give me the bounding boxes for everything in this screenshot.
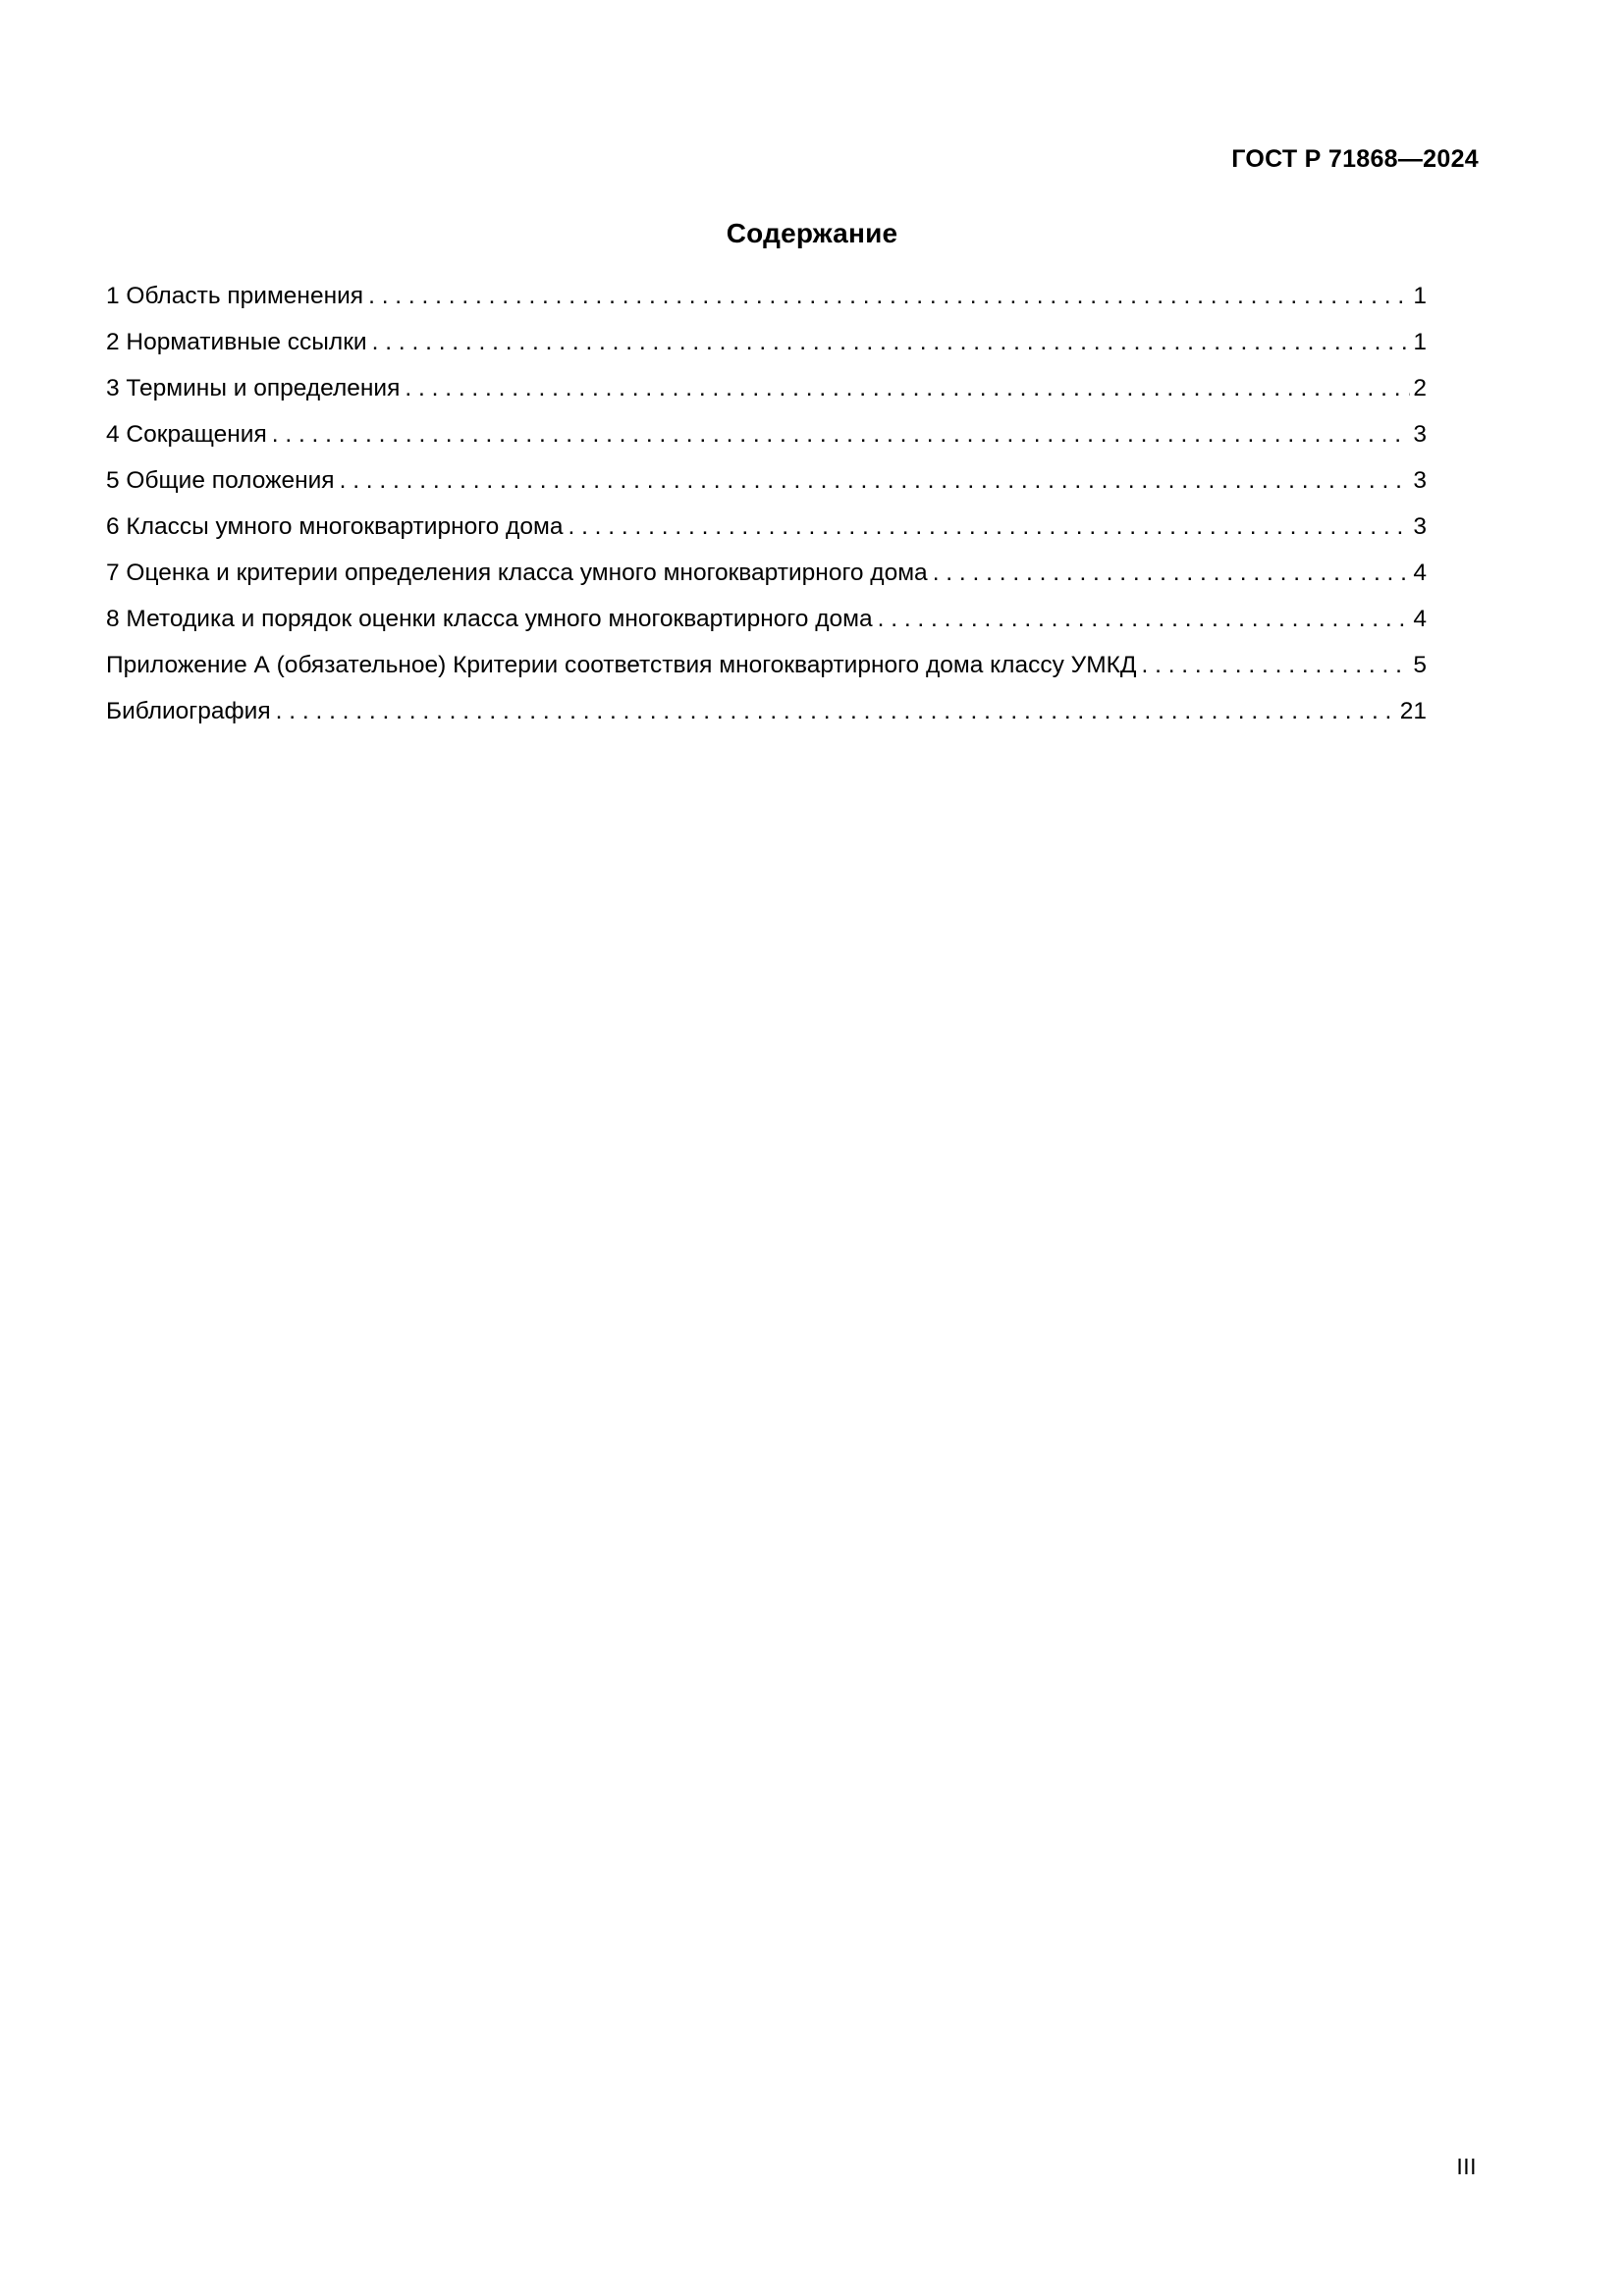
toc-leader-dots	[276, 700, 1397, 724]
toc-entry[interactable]	[106, 469, 1427, 494]
toc-entry-label: 6 Классы умного многоквартирного дома	[106, 513, 564, 540]
toc-leader-dots	[1141, 654, 1410, 678]
toc-entry-page: 3	[1413, 467, 1427, 494]
toc-entry[interactable]	[106, 700, 1427, 724]
toc-entry-page: 2	[1413, 375, 1427, 401]
toc-entry-label: Приложение А (обязательное) Критерии соответствия многоквартирного дома классу УМКД	[106, 652, 1137, 678]
toc-entry[interactable]	[106, 608, 1427, 632]
toc-entry-page: 21	[1399, 698, 1427, 724]
toc-leader-dots	[272, 423, 1411, 448]
toc-entry-page: 3	[1413, 421, 1427, 448]
toc-entry[interactable]	[106, 423, 1427, 448]
toc-entry-label: 1 Область применения	[106, 283, 364, 309]
toc-leader-dots	[405, 377, 1410, 401]
toc-entry-page: 1	[1413, 329, 1427, 355]
toc-leader-dots	[933, 561, 1411, 586]
toc-entry-page: 5	[1413, 652, 1427, 678]
toc-entry-label: 3 Термины и определения	[106, 375, 401, 401]
toc-entry-page: 4	[1413, 606, 1427, 632]
toc-leader-dots	[340, 469, 1411, 494]
toc-entry-label: 2 Нормативные ссылки	[106, 329, 367, 355]
toc-entry-label: 5 Общие положения	[106, 467, 335, 494]
toc-entry[interactable]	[106, 285, 1427, 309]
standard-header: ГОСТ Р 71868—2024	[1231, 145, 1479, 173]
table-of-contents	[106, 285, 1427, 746]
toc-entry[interactable]	[106, 331, 1427, 355]
toc-entry-label: 8 Методика и порядок оценки класса умного многоквартирного дома	[106, 606, 873, 632]
page-number: III	[1456, 2154, 1477, 2179]
toc-entry[interactable]	[106, 377, 1427, 401]
toc-leader-dots	[878, 608, 1411, 632]
toc-entry-page: 4	[1413, 560, 1427, 586]
toc-entry[interactable]	[106, 561, 1427, 586]
toc-entry-page: 3	[1413, 513, 1427, 540]
toc-leader-dots	[368, 285, 1410, 309]
page-title: Содержание	[726, 218, 898, 248]
toc-leader-dots	[372, 331, 1411, 355]
toc-entry[interactable]	[106, 515, 1427, 540]
toc-entry-page: 1	[1413, 283, 1427, 309]
toc-entry-label: 4 Сокращения	[106, 421, 267, 448]
toc-entry[interactable]	[106, 654, 1427, 678]
toc-entry-label: 7 Оценка и критерии определения класса умного многоквартирного дома	[106, 560, 928, 586]
toc-leader-dots	[568, 515, 1410, 540]
toc-entry-label: Библиография	[106, 698, 271, 724]
